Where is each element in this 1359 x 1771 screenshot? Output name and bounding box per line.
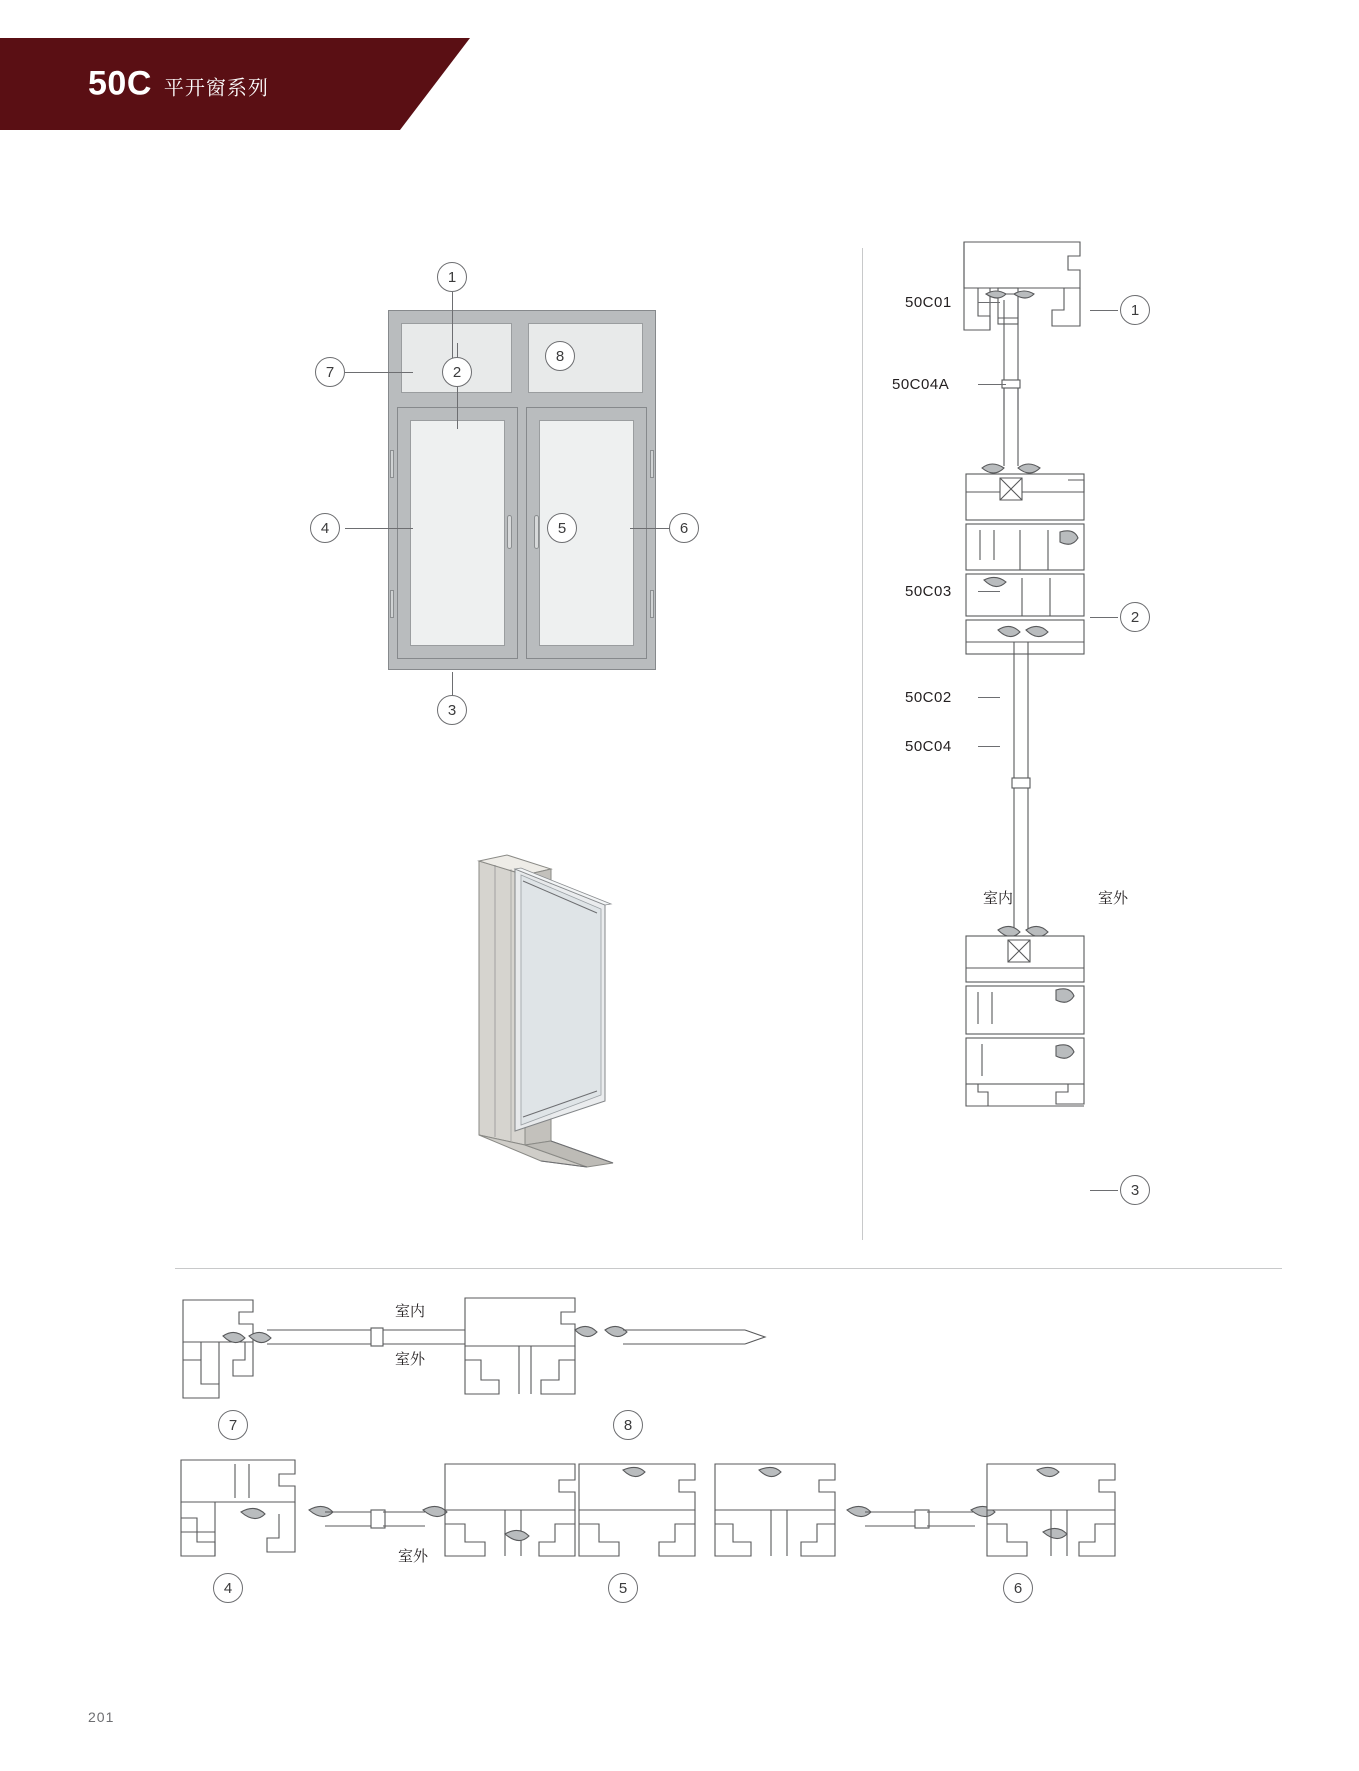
series-code: 50C — [88, 64, 152, 103]
window-elevation — [388, 310, 656, 670]
label-outdoor-row1: 室外 — [395, 1351, 426, 1368]
leader-3 — [452, 672, 453, 696]
leader-4 — [345, 528, 413, 529]
section-row-1-graphic — [175, 1290, 855, 1410]
handle-right — [534, 515, 539, 549]
section-callout-2[interactable]: 2 — [1120, 602, 1150, 632]
label-outdoor-vertical: 室外 — [1098, 890, 1129, 907]
callout-4[interactable]: 4 — [310, 513, 340, 543]
section-callout-1[interactable]: 1 — [1120, 295, 1150, 325]
section-row-2-graphic — [175, 1452, 1255, 1570]
leader-7 — [345, 372, 413, 373]
page-number: 201 — [88, 1709, 115, 1725]
corner-sample-graphic — [455, 845, 675, 1185]
section-callout-3[interactable]: 3 — [1120, 1175, 1150, 1205]
section-callout-5[interactable]: 5 — [608, 1573, 638, 1603]
label-indoor-vertical: 室内 — [983, 890, 1014, 907]
page-title — [88, 65, 269, 104]
label-outdoor-row2: 室外 — [398, 1548, 429, 1565]
leader-sec-1 — [1090, 310, 1118, 311]
hinge-left-top — [390, 450, 394, 478]
part-label-50C01: 50C01 — [905, 294, 952, 311]
leader-50C04 — [978, 746, 1000, 747]
leader-6 — [630, 528, 672, 529]
corner-sample-photo — [455, 845, 675, 1185]
vertical-section-drawing — [960, 230, 1160, 1240]
label-indoor-row1: 室内 — [395, 1303, 426, 1320]
callout-3[interactable]: 3 — [437, 695, 467, 725]
callout-6[interactable]: 6 — [669, 513, 699, 543]
series-subtitle: 平开窗系列 — [163, 77, 269, 100]
header-banner — [0, 38, 470, 130]
leader-50C03 — [978, 591, 1000, 592]
leader-50C04A — [978, 384, 1006, 385]
leader-50C02 — [978, 697, 1000, 698]
vertical-divider — [862, 248, 863, 1240]
part-label-50C02: 50C02 — [905, 689, 952, 706]
section-row-1 — [175, 1290, 855, 1410]
vertical-section-graphic — [960, 230, 1160, 1240]
hinge-left-bottom — [390, 590, 394, 618]
callout-5[interactable]: 5 — [547, 513, 577, 543]
section-callout-8[interactable]: 8 — [613, 1410, 643, 1440]
sash-glass-left — [410, 420, 505, 646]
leader-1 — [452, 292, 453, 360]
leader-sec-3 — [1090, 1190, 1118, 1191]
section-callout-6[interactable]: 6 — [1003, 1573, 1033, 1603]
callout-1[interactable]: 1 — [437, 262, 467, 292]
callout-7[interactable]: 7 — [315, 357, 345, 387]
horizontal-divider — [175, 1268, 1282, 1269]
hinge-right-top — [650, 450, 654, 478]
leader-sec-2 — [1090, 617, 1118, 618]
part-label-50C04A: 50C04A — [892, 376, 950, 393]
hinge-right-bottom — [650, 590, 654, 618]
section-callout-7[interactable]: 7 — [218, 1410, 248, 1440]
handle-left — [507, 515, 512, 549]
leader-50C01 — [978, 302, 1000, 303]
section-callout-4[interactable]: 4 — [213, 1573, 243, 1603]
callout-8[interactable]: 8 — [545, 341, 575, 371]
part-label-50C04: 50C04 — [905, 738, 952, 755]
callout-2[interactable]: 2 — [442, 357, 472, 387]
section-row-2 — [175, 1452, 1255, 1570]
part-label-50C03: 50C03 — [905, 583, 952, 600]
